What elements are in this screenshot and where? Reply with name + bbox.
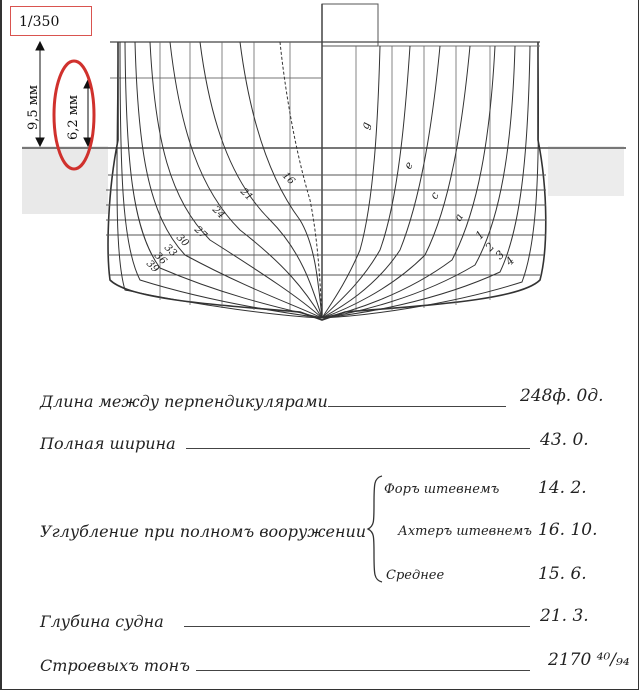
draft-mean-label: Среднее [386, 568, 445, 583]
hull-outline [108, 42, 546, 320]
station-label: 1 [472, 227, 488, 243]
waterlines [106, 175, 546, 275]
station-label: 36 [151, 250, 169, 268]
draft-mean-value: 15. 6. [538, 564, 587, 584]
station-label: 2 [482, 239, 498, 255]
station-label: 30 [173, 232, 191, 250]
dimension-outer: 9,5 мм [26, 84, 41, 130]
draft-label: Углубление при полномъ вооружении [40, 522, 367, 541]
fore-station-labels [358, 121, 517, 269]
dimension-arrows [36, 42, 92, 146]
tonnage-label: Строевыхъ тонъ [40, 656, 190, 675]
station-label: a [451, 211, 466, 224]
station-label: 21 [237, 186, 255, 204]
depth-label: Глубина судна [40, 612, 164, 631]
station-label: 27 [191, 224, 209, 242]
beam-value: 43. 0. [540, 430, 589, 450]
station-label: 33 [161, 242, 179, 260]
draft-aft-label: Ахтеръ штевнемъ [398, 524, 532, 539]
dimension-inner: 6,2 мм [66, 94, 81, 140]
aft-station-labels [144, 170, 297, 275]
draft-fore-label: Форъ штевнемъ [384, 482, 500, 497]
draft-brace [366, 474, 386, 584]
leader-line [184, 626, 530, 627]
fore-station-curves [322, 46, 538, 318]
beam-label: Полная ширина [40, 434, 176, 453]
station-label: 24 [209, 204, 227, 222]
station-label: 3 [492, 247, 508, 263]
draft-fore-value: 14. 2. [538, 478, 587, 498]
leader-line [196, 670, 530, 671]
station-label: c [427, 189, 442, 202]
draft-aft-value: 16. 10. [538, 520, 598, 540]
depth-value: 21. 3. [540, 606, 589, 626]
station-label: g [358, 120, 373, 131]
leader-line [328, 406, 506, 407]
water-shading-left [22, 146, 108, 214]
buttock-lines [160, 42, 490, 312]
station-label: 16 [279, 170, 297, 188]
leader-line [186, 448, 530, 449]
water-shading-right [548, 146, 624, 196]
station-label: 4 [502, 253, 518, 269]
deck-block [322, 4, 378, 46]
length-value: 248ф. 0д. [520, 386, 604, 406]
length-label: Длина между перпендикулярами [40, 392, 328, 411]
station-label: e [401, 159, 416, 172]
scale-label: 1/350 [10, 6, 92, 36]
station-label: 39 [143, 258, 161, 276]
tonnage-value: 2170 ⁴⁰/₉₄ [548, 650, 630, 670]
